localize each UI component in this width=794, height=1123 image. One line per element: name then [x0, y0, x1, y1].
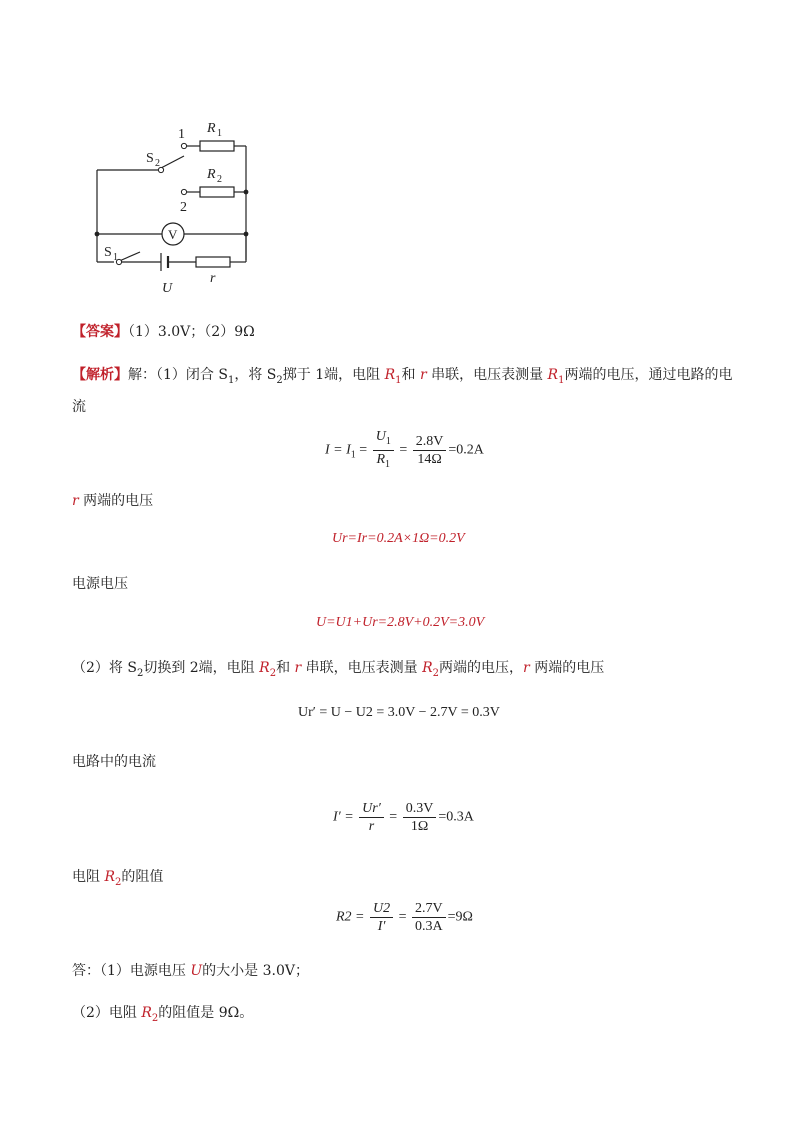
resistor-r2: [200, 187, 234, 197]
analysis-text: 解：（1）闭合 S: [128, 367, 228, 383]
eq-part: 2.7V: [412, 900, 446, 918]
symbol: R: [384, 367, 396, 383]
eq-part: 0.3V: [403, 800, 437, 818]
resistor-r1: [200, 141, 234, 151]
fraction: [370, 900, 393, 935]
part2-line: [72, 657, 604, 679]
subscript: 2: [276, 374, 283, 386]
eq-part: Ur′: [359, 800, 384, 818]
final-answer-2: [72, 1002, 253, 1024]
analysis-text: ，将 S: [234, 367, 277, 383]
analysis-text: （2）将 S: [72, 660, 137, 676]
eq-part: U: [375, 429, 386, 444]
symbol: r: [72, 493, 79, 509]
eq-part: =: [355, 442, 371, 458]
eq-part: U2: [370, 900, 393, 918]
r2-resistance-label: [72, 866, 163, 888]
analysis-text: 的阻值是 9Ω。: [158, 1005, 254, 1021]
eq-part: r: [368, 819, 375, 834]
symbol: r: [523, 660, 530, 676]
s2-label-sub: 2: [155, 158, 160, 169]
switch-s2: [161, 156, 184, 168]
eq-part: =9Ω: [447, 909, 473, 925]
analysis-text: 串联，电压表测量: [301, 660, 423, 676]
u-label: U: [162, 281, 173, 296]
analysis-text: 两端的电压，通过电路的电: [564, 367, 733, 383]
fraction: [413, 433, 447, 468]
s1-label-sub: 1: [113, 252, 118, 263]
equation-source-voltage: U=U1+Ur=2.8V+0.2V=3.0V: [316, 615, 485, 630]
terminal-1-label: 1: [178, 127, 185, 142]
symbol: R: [547, 367, 559, 383]
analysis-text: 的阻值: [121, 869, 164, 885]
eq-part: R2 =: [336, 909, 368, 925]
analysis-tag: 【解析】: [72, 367, 128, 383]
subscript: 2: [115, 876, 122, 888]
r1-label-sub: 1: [217, 128, 222, 139]
circuit-current-label: 电路中的电流: [72, 754, 156, 770]
answer-line: [72, 321, 255, 341]
eq-part: I = I: [325, 442, 351, 458]
analysis-text: 两端的电压，: [439, 660, 524, 676]
analysis-text: 和: [276, 660, 295, 676]
r2-label: R: [207, 167, 216, 182]
analysis-text: 掷于 1端，电阻: [282, 367, 385, 383]
symbol: R: [141, 1005, 152, 1021]
r1-label: R: [207, 121, 216, 136]
eq-part: 2.8V: [413, 433, 447, 451]
analysis-text: 切换到 2端，电阻: [143, 660, 260, 676]
analysis-text: 电阻: [72, 869, 105, 885]
symbol: R: [259, 660, 270, 676]
subscript: 2: [269, 667, 277, 679]
eq-part: I′ =: [333, 809, 358, 825]
subscript: 1: [350, 449, 356, 461]
s2-label: S: [146, 151, 154, 166]
analysis-text: 答：（1）电源电压: [72, 963, 191, 979]
analysis-text: 两端的电压: [78, 493, 154, 509]
resistor-r: [196, 257, 230, 267]
subscript: 1: [227, 374, 235, 386]
equation-current: $I = I_1$ = $\frac{U_1}{R_1}$ = $\frac{2.8V}{14\Omega}$ =0.2A: [325, 428, 484, 473]
answer-tag: 【答案】: [72, 324, 128, 340]
equation-r2: R2 = $\frac{U2}{I'}$ = $\frac{2.7V}{0.3A}$ =9Ω: [336, 901, 473, 934]
subscript: 1: [385, 458, 391, 470]
r-label: r: [210, 271, 216, 286]
symbol: R: [422, 660, 433, 676]
eq-part: 1Ω: [410, 819, 429, 834]
eq-part: 14Ω: [417, 451, 442, 467]
final-answer-1: [72, 960, 309, 980]
analysis-text: （2）电阻: [72, 1005, 142, 1021]
r2-label-sub: 2: [217, 174, 222, 185]
analysis-text: 和: [401, 367, 420, 383]
r-voltage-label: [72, 490, 153, 510]
subscript: 2: [432, 667, 440, 679]
eq-part: =0.2A: [448, 442, 484, 458]
symbol: R: [104, 869, 115, 885]
subscript: 2: [136, 667, 144, 679]
subscript: 1: [385, 435, 391, 447]
fraction: [373, 428, 394, 473]
eq-part: I′: [377, 919, 386, 934]
answer-text: （1）3.0V；（2）9Ω: [128, 324, 255, 340]
analysis-line-2: 流: [72, 399, 86, 415]
equation-r-voltage-2: Ur′ = U − U2 = 3.0V − 2.7V = 0.3V: [298, 705, 500, 720]
eq-part: =0.3A: [438, 809, 474, 825]
analysis-text: 的大小是 3.0V；: [202, 963, 309, 979]
eq-part: R: [376, 451, 386, 467]
circuit-diagram: [80, 110, 280, 300]
symbol: r: [419, 367, 427, 383]
subscript: 2: [151, 1012, 159, 1024]
fraction: [403, 800, 437, 835]
analysis-text: 串联，电压表测量: [426, 367, 548, 383]
equation-current-2: I′ = $\frac{Ur'}{r}$ = $\frac{0.3V}{1\Omega}$ =0.3A: [333, 801, 474, 834]
fraction: [412, 900, 446, 935]
analysis-line-1: [72, 364, 732, 386]
fraction: [359, 800, 384, 835]
eq-part: 0.3A: [415, 919, 443, 934]
terminal-2-label: 2: [180, 200, 187, 215]
subscript: 1: [395, 374, 402, 386]
voltmeter-label: V: [168, 227, 178, 242]
analysis-text: 两端的电压: [529, 660, 605, 676]
subscript: 1: [558, 374, 565, 386]
s1-label: S: [104, 245, 112, 260]
symbol: U: [190, 963, 203, 979]
source-voltage-label: 电源电压: [72, 576, 128, 592]
symbol: r: [294, 660, 302, 676]
equation-r-voltage: Ur=Ir=0.2A×1Ω=0.2V: [332, 531, 465, 546]
